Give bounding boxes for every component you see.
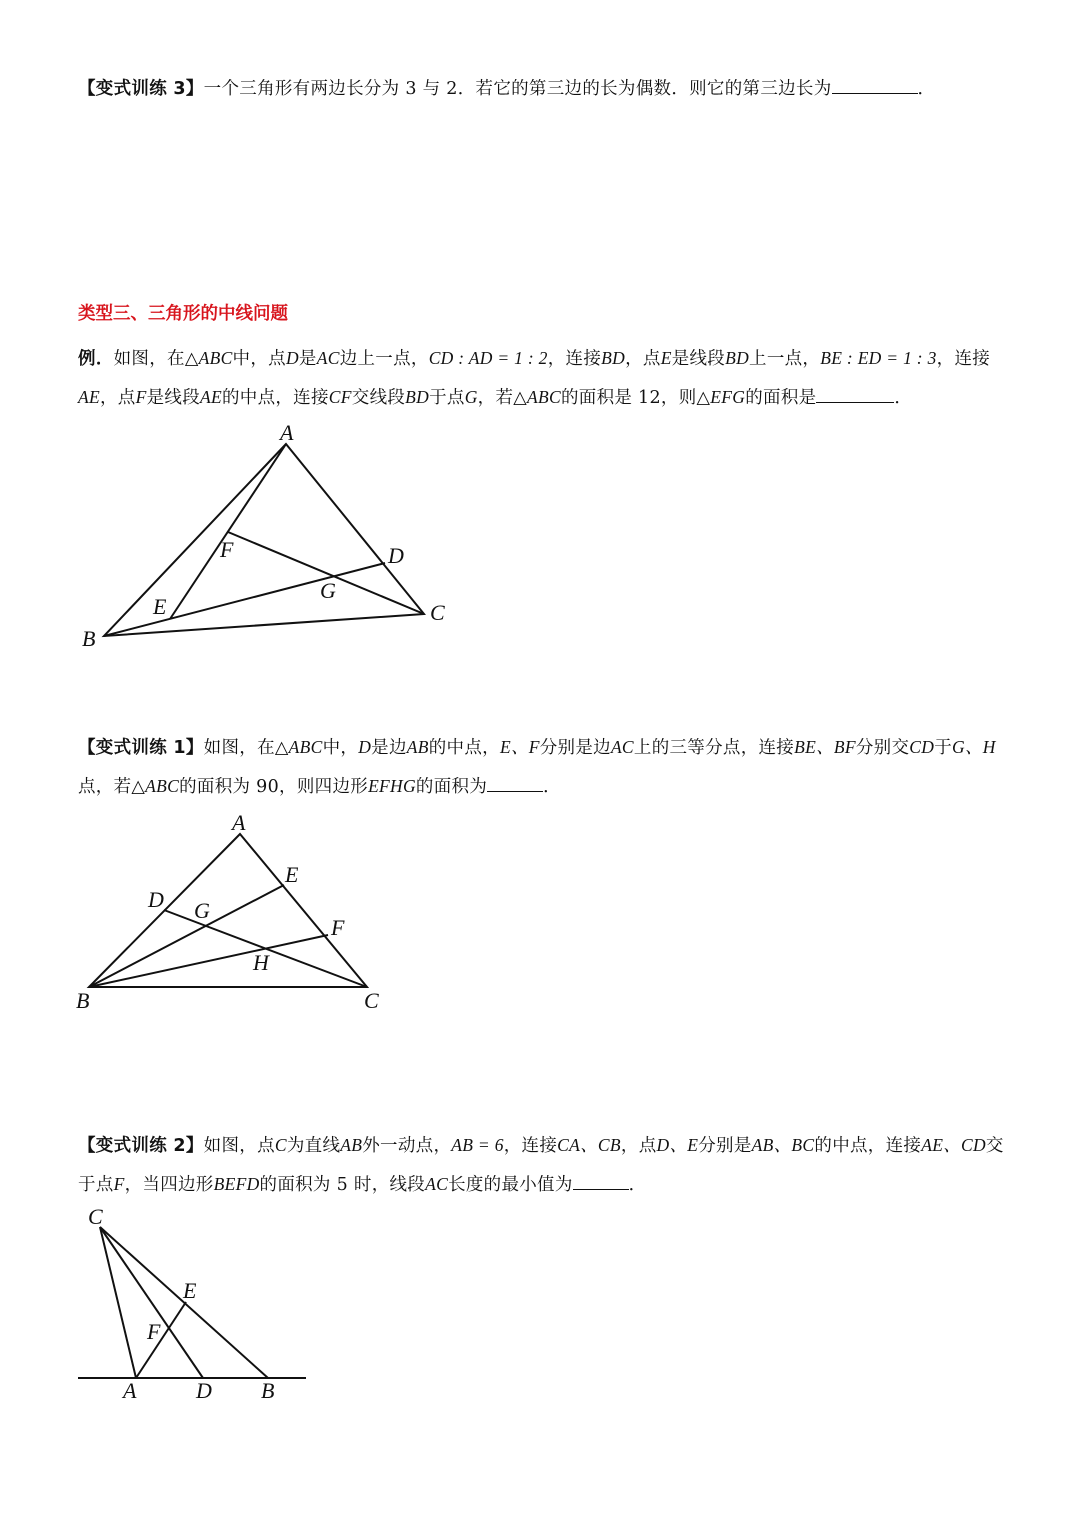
math-var: F: [135, 387, 147, 407]
math-var: EFHG: [368, 776, 416, 796]
segment-ae: [136, 1302, 186, 1378]
label-f: F: [220, 537, 234, 562]
label-b: B: [82, 626, 96, 651]
math-var: F: [113, 1174, 125, 1194]
label-d: D: [388, 543, 404, 568]
segment-cb: [100, 1227, 268, 1378]
math-var: E: [660, 348, 672, 368]
text: 如图，在: [113, 349, 185, 369]
question-variant-2: [78, 1126, 1008, 1204]
label-e: E: [153, 594, 167, 619]
label-f: F: [331, 915, 345, 940]
math-var: EFG: [710, 387, 746, 407]
math-var: D: [285, 348, 299, 368]
text: 是: [298, 349, 317, 369]
triangle-abc: [104, 444, 424, 636]
triangle-symbol: △: [513, 388, 528, 408]
math-ratio: CD : AD = 1 : 2: [428, 348, 548, 368]
text: ，若: [477, 388, 514, 408]
text: 的中点，连接: [221, 388, 329, 408]
math-ratio: BE : ED = 1 : 3: [820, 348, 937, 368]
label-a: A: [280, 420, 294, 445]
segment-cf: [228, 532, 424, 614]
label-b: B: [261, 1378, 275, 1403]
example-question: [78, 339, 1008, 417]
label-g: G: [320, 578, 336, 603]
math-var: BE、BF: [794, 737, 856, 757]
example-label: 例: [78, 349, 96, 369]
text: 的面积为: [415, 777, 488, 797]
question-variant-1: [78, 728, 1008, 806]
math-var: AB、BC: [751, 1135, 815, 1155]
math-var: CD: [909, 737, 935, 757]
math-var: BD: [601, 348, 626, 368]
segment-ca: [100, 1227, 136, 1378]
text: 于: [934, 738, 953, 758]
label-c: C: [88, 1204, 103, 1229]
text: 分别交: [855, 738, 910, 758]
text: 长度的最小值为: [448, 1175, 573, 1195]
segment-cd: [164, 910, 367, 987]
triangle-symbol: △: [131, 777, 146, 797]
punctuation: ．: [917, 79, 936, 99]
text: 交于点: [78, 1136, 1004, 1195]
label-a: A: [232, 810, 246, 835]
question-label: 【变式训练 1】: [78, 738, 204, 758]
math-var: CA、CB: [557, 1135, 621, 1155]
text: ，点: [620, 1136, 657, 1156]
math-var: C: [274, 1135, 287, 1155]
math-var: D、E: [656, 1135, 699, 1155]
math-var: G: [464, 387, 478, 407]
text: 如图，点: [203, 1136, 275, 1156]
text: 中，: [322, 738, 359, 758]
triangle-symbol: △: [696, 388, 711, 408]
text: 边上一点，: [339, 349, 429, 369]
text: 分别是边: [539, 738, 611, 758]
answer-blank[interactable]: [832, 75, 918, 94]
text: 分别是: [698, 1136, 752, 1156]
label-d: D: [196, 1378, 212, 1403]
math-var: ABC: [198, 348, 233, 368]
text: ，连接: [936, 349, 991, 369]
text: 外一动点，: [362, 1136, 452, 1156]
math-var: BEFD: [213, 1174, 260, 1194]
question-label: 【变式训练 3】: [78, 79, 204, 99]
segment-bd: [104, 563, 385, 636]
math-var: AB: [340, 1135, 363, 1155]
text: 的面积为 5 时，线段: [259, 1175, 426, 1195]
punctuation: ．: [894, 388, 913, 408]
text: 的中点，连接: [814, 1136, 922, 1156]
math-var: G、H: [952, 737, 996, 757]
label-a: A: [123, 1378, 137, 1403]
text: ，连接: [547, 349, 602, 369]
label-d: D: [148, 887, 164, 912]
punctuation: ．: [95, 349, 114, 369]
text: ，当四边形: [124, 1175, 214, 1195]
text: 的中点，: [428, 738, 500, 758]
text: 是线段: [671, 349, 726, 369]
math-var: ABC: [288, 737, 323, 757]
label-e: E: [285, 862, 299, 887]
math-var: AE、CD: [921, 1135, 986, 1155]
text: 上一点，: [749, 349, 821, 369]
question-variant-3: [78, 70, 1008, 108]
label-h: H: [253, 950, 269, 975]
math-var: ABC: [145, 776, 180, 796]
label-g: G: [194, 898, 210, 923]
text: 的面积为 90，则四边形: [179, 777, 369, 797]
math-equation: AB = 6: [451, 1135, 504, 1155]
label-c: C: [364, 988, 379, 1013]
text: 为直线: [286, 1136, 341, 1156]
math-var: ABC: [527, 387, 561, 407]
label-e: E: [183, 1278, 197, 1303]
label-f: F: [147, 1319, 161, 1344]
math-var: AC: [425, 1174, 449, 1194]
text: ，点: [99, 388, 136, 408]
text: ，连接: [503, 1136, 558, 1156]
text: 是线段: [146, 388, 200, 408]
text: 如图，在: [203, 738, 275, 758]
triangle-symbol: △: [184, 349, 199, 369]
math-var: E、F: [499, 737, 540, 757]
math-var: CF: [328, 387, 352, 407]
punctuation: ．: [543, 777, 561, 797]
text: 上的三等分点，连接: [633, 738, 795, 758]
question-text: 一个三角形有两边长分为 3 与 2．若它的第三边的长为偶数．则它的第三边长为: [203, 79, 832, 99]
math-var: BD: [725, 348, 750, 368]
segment-bf: [89, 935, 328, 987]
section-title: 类型三、三角形的中线问题: [78, 304, 288, 324]
label-b: B: [76, 988, 90, 1013]
text: 是边: [371, 738, 407, 758]
answer-blank[interactable]: [573, 1171, 629, 1190]
math-var: BD: [405, 387, 430, 407]
label-c: C: [430, 600, 445, 625]
text: 的面积是 12，则: [561, 388, 697, 408]
question-label: 【变式训练 2】: [78, 1136, 204, 1156]
text: ，点: [625, 349, 661, 369]
math-var: AC: [316, 348, 340, 368]
math-var: D: [358, 737, 372, 757]
math-var: AE: [78, 387, 100, 407]
segment-cd: [100, 1227, 203, 1378]
punctuation: ．: [628, 1175, 647, 1195]
math-var: AB: [406, 737, 429, 757]
text: 于点: [429, 388, 465, 408]
text: 交线段: [351, 388, 406, 408]
segment-ae: [170, 444, 286, 619]
text: 点，若: [78, 777, 132, 797]
math-var: AC: [610, 737, 634, 757]
triangle-abc: [89, 834, 367, 987]
text: 的面积是: [745, 388, 817, 408]
text: 中，点: [232, 349, 286, 369]
answer-blank[interactable]: [816, 384, 894, 403]
triangle-symbol: △: [274, 738, 289, 758]
math-var: AE: [200, 387, 222, 407]
answer-blank[interactable]: [487, 773, 543, 792]
segment-be: [89, 885, 284, 987]
